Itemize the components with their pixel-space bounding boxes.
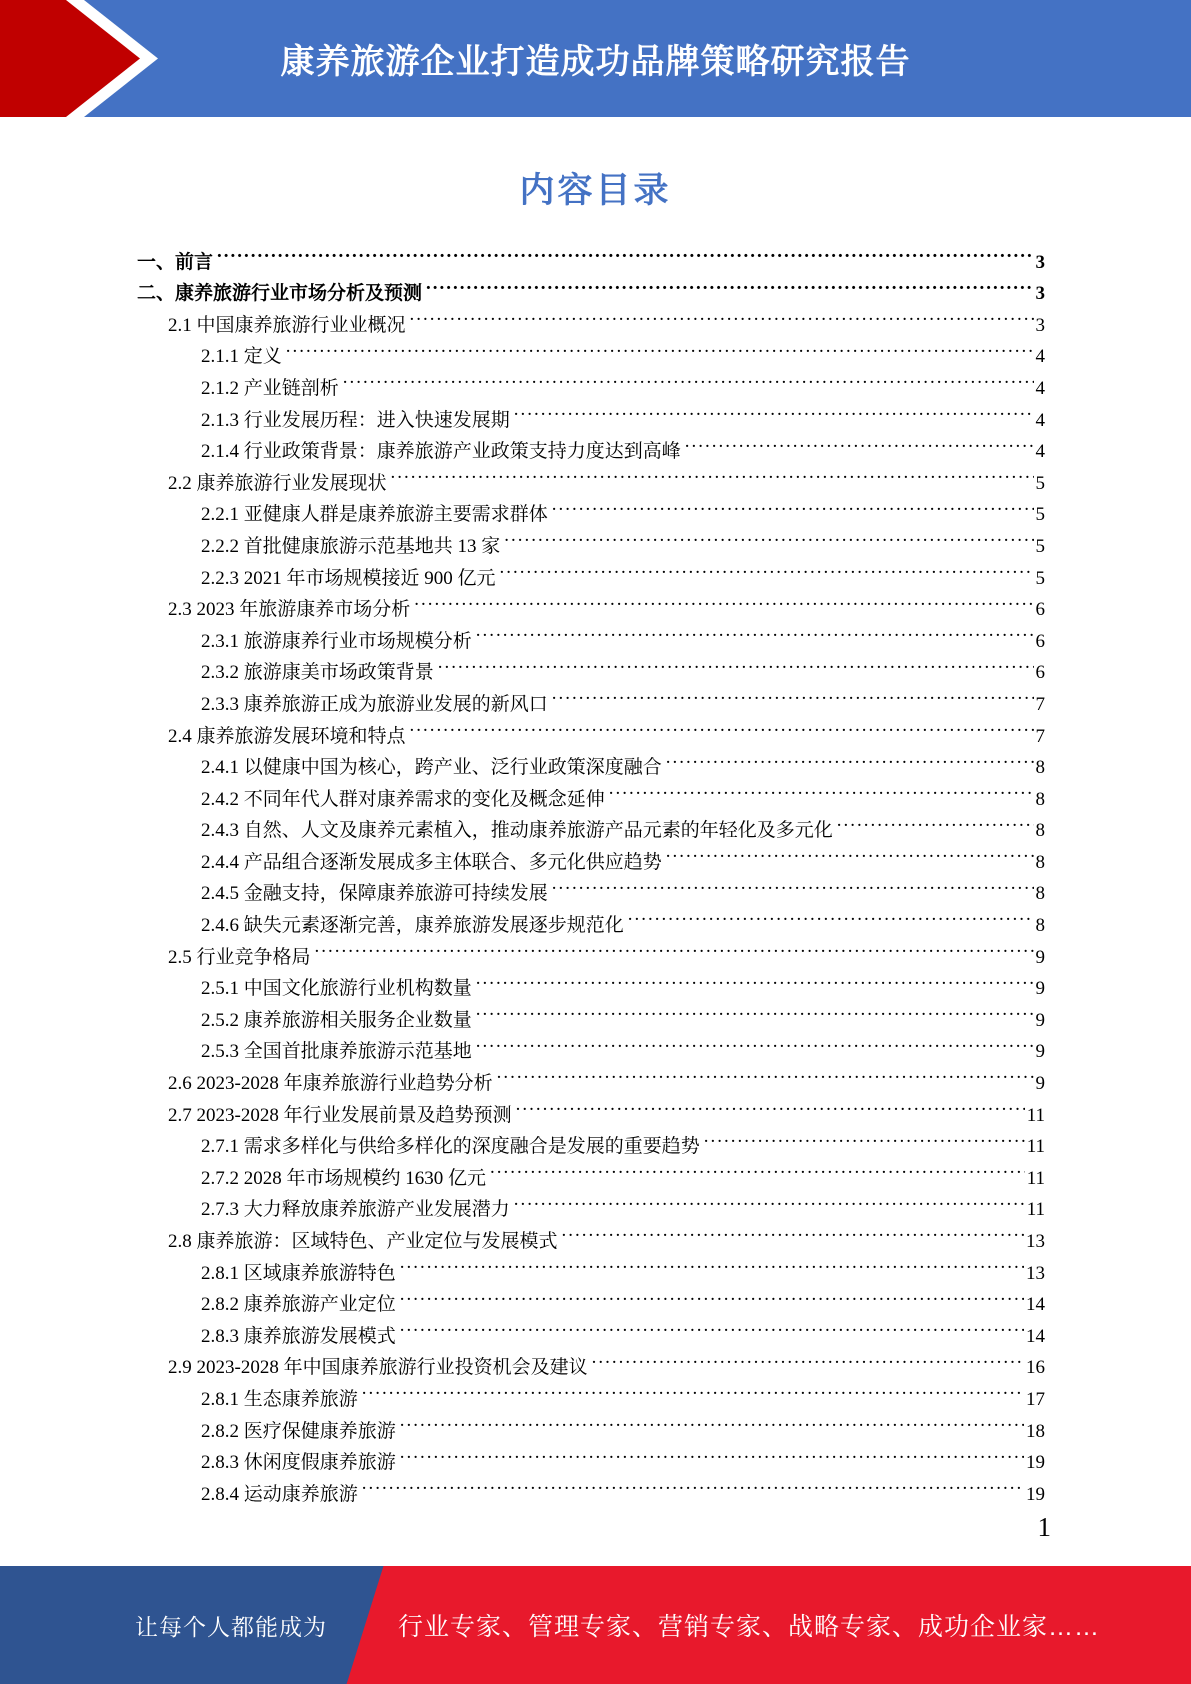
toc-page-number: 18 (1026, 1420, 1045, 1442)
toc-entry-label: 2.5.3 全国首批康养旅游示范基地 (201, 1041, 472, 1063)
toc-dot-leader (837, 805, 1034, 837)
toc-entry-label: 一、前言 (137, 251, 214, 273)
toc-dot-leader (476, 615, 1034, 647)
toc-page-number: 4 (1035, 377, 1045, 399)
toc-entry-label: 2.8.2 康养旅游产业定位 (201, 1294, 396, 1316)
toc-entry-label: 2.7 2023-2028 年行业发展前景及趋势预测 (168, 1104, 512, 1126)
toc-entry-label: 2.2.3 2021 年市场规模接近 900 亿元 (201, 567, 496, 589)
toc-dot-leader (400, 1437, 1024, 1469)
toc-entry-label: 2.8 康养旅游：区域特色、产业定位与发展模式 (168, 1231, 558, 1252)
toc-dot-leader (562, 1215, 1024, 1247)
toc-page-number: 4 (1035, 346, 1045, 368)
toc-page-number: 4 (1035, 409, 1045, 431)
toc-page-number: 7 (1035, 693, 1045, 715)
toc-entry-label: 2.5.1 中国文化旅游行业机构数量 (201, 978, 472, 1000)
toc-page-number: 11 (1026, 1167, 1045, 1189)
toc-entry-label: 2.1.2 产业链剖析 (201, 377, 339, 399)
toc-page-number: 9 (1035, 1009, 1045, 1031)
toc-dot-leader (666, 742, 1034, 774)
toc-page-number: 8 (1035, 757, 1045, 779)
toc-entry-label: 2.5 行业竞争格局 (168, 946, 311, 968)
toc-dot-leader (438, 647, 1034, 679)
header-banner (0, 0, 1191, 117)
toc-entry-label: 2.6 2023-2028 年康养旅游行业趋势分析 (168, 1073, 493, 1095)
toc-page-number: 5 (1035, 535, 1045, 557)
toc-page-number: 7 (1035, 725, 1045, 747)
toc-entry-label: 2.4.6 缺失元素逐渐完善，康养旅游发展逐步规范化 (201, 915, 624, 937)
toc-page-number: 8 (1035, 788, 1045, 810)
toc-entry-label: 2.4.1 以健康中国为核心，跨产业、泛行业政策深度融合 (201, 757, 662, 779)
toc-entry[interactable] (137, 268, 1045, 305)
toc-page-number: 8 (1035, 851, 1045, 873)
toc-entry-label: 2.4.5 金融支持，保障康养旅游可持续发展 (201, 883, 548, 905)
toc-dot-leader (217, 236, 1033, 268)
toc-dot-leader (410, 710, 1034, 742)
toc-page-number: 11 (1026, 1104, 1045, 1126)
toc-entry-label: 2.2 康养旅游行业发展现状 (168, 472, 387, 494)
toc-dot-leader (514, 1184, 1025, 1216)
toc-dot-leader (552, 868, 1034, 900)
toc-dot-leader (609, 773, 1034, 805)
toc-page-number: 3 (1035, 314, 1045, 336)
toc-page-number: 8 (1035, 915, 1045, 937)
toc-heading: 内容目录 (519, 171, 672, 210)
toc-entry-label: 2.4.4 产品组合逐渐发展成多主体联合、多元化供应趋势 (201, 851, 662, 873)
toc-page-number: 9 (1035, 1041, 1045, 1063)
toc-entry-label: 2.2.2 首批健康旅游示范基地共 13 家 (201, 535, 501, 557)
toc-page-number: 5 (1035, 472, 1045, 494)
toc-dot-leader (704, 1121, 1025, 1153)
toc-dot-leader (343, 362, 1034, 394)
toc-page-number: 13 (1026, 1231, 1045, 1252)
toc-dot-leader (516, 1089, 1025, 1121)
toc-entry-label: 2.3.3 康养旅游正成为旅游业发展的新风口 (201, 693, 548, 715)
toc-entry-label: 2.3.2 旅游康美市场政策背景 (201, 662, 434, 684)
toc-entry-label: 2.4 康养旅游发展环境和特点 (168, 725, 406, 747)
toc-page-number: 17 (1026, 1388, 1045, 1410)
toc-entry-label: 2.2.1 亚健康人群是康养旅游主要需求群体 (201, 504, 548, 526)
footer-banner (0, 1566, 1191, 1684)
toc-page-number: 19 (1026, 1452, 1045, 1474)
toc-dot-leader (400, 1247, 1024, 1279)
toc-entry-label: 2.1 中国康养旅游行业业概况 (168, 314, 406, 336)
toc-dot-leader (500, 552, 1034, 584)
toc-page-number: 9 (1035, 1073, 1045, 1095)
folio-page-number: 1 (1037, 1512, 1051, 1542)
toc-entry-label: 2.1.3 行业发展历程：进入快速发展期 (201, 409, 510, 431)
toc-entry-label: 2.8.2 医疗保健康养旅游 (201, 1420, 396, 1442)
toc-entry-label: 2.3.1 旅游康养行业市场规模分析 (201, 630, 472, 652)
toc-dot-leader (476, 963, 1034, 995)
toc-dot-leader (315, 931, 1034, 963)
toc-entry-label: 2.7.2 2028 年市场规模约 1630 亿元 (201, 1167, 487, 1189)
toc-dot-leader (362, 1373, 1024, 1405)
toc-dot-leader (497, 1057, 1034, 1089)
toc-entry-label: 2.3 2023 年旅游康养市场分析 (168, 599, 411, 621)
toc-dot-leader (400, 1405, 1024, 1437)
toc-page-number: 13 (1026, 1262, 1045, 1284)
toc-entry-label: 2.7.1 需求多样化与供给多样化的深度融合是发展的重要趋势 (201, 1136, 700, 1158)
toc-dot-leader (666, 836, 1034, 868)
toc-page-number: 11 (1026, 1199, 1045, 1221)
toc-page-number: 16 (1026, 1357, 1045, 1379)
toc-entry-label: 2.8.4 运动康养旅游 (201, 1483, 358, 1505)
toc-page-number: 5 (1035, 504, 1045, 526)
toc-entry-label: 2.8.3 康养旅游发展模式 (201, 1325, 396, 1347)
toc-page-number: 5 (1035, 567, 1045, 589)
toc-page-number: 19 (1026, 1483, 1045, 1505)
toc-page-number: 9 (1035, 978, 1045, 1000)
toc-dot-leader (685, 426, 1034, 458)
toc-dot-leader (628, 899, 1034, 931)
table-of-contents (137, 236, 1045, 1505)
toc-dot-leader (476, 994, 1034, 1026)
toc-dot-leader (362, 1468, 1024, 1500)
toc-dot-leader (414, 584, 1033, 616)
toc-entry-label: 2.8.1 区域康养旅游特色 (201, 1262, 396, 1284)
toc-dot-leader (514, 394, 1034, 426)
toc-dot-leader (426, 268, 1033, 300)
toc-page-number: 14 (1026, 1325, 1045, 1347)
footer-slogan-right: 行业专家、管理专家、营销专家、战略专家、成功企业家…… (398, 1613, 1101, 1641)
toc-entry-label: 2.1.1 定义 (201, 346, 282, 368)
toc-dot-leader (400, 1310, 1024, 1342)
toc-entry-label: 二、康养旅游行业市场分析及预测 (137, 283, 423, 305)
toc-dot-leader (410, 299, 1034, 331)
toc-page-number: 6 (1035, 630, 1045, 652)
toc-page-number: 3 (1035, 251, 1045, 273)
toc-dot-leader (400, 1279, 1024, 1311)
toc-entry-label: 2.1.4 行业政策背景：康养旅游产业政策支持力度达到高峰 (201, 441, 681, 463)
toc-page-number: 6 (1035, 599, 1045, 621)
toc-entry-label: 2.4.2 不同年代人群对康养需求的变化及概念延伸 (201, 788, 605, 810)
toc-page-number: 11 (1026, 1136, 1045, 1158)
report-title: 康养旅游企业打造成功品牌策略研究报告 (280, 43, 911, 81)
toc-entry-label: 2.8.1 生态康养旅游 (201, 1388, 358, 1410)
toc-entry[interactable] (137, 236, 1045, 273)
toc-page-number: 9 (1035, 946, 1045, 968)
toc-page-number: 8 (1035, 883, 1045, 905)
toc-dot-leader (391, 457, 1034, 489)
toc-page-number: 6 (1035, 662, 1045, 684)
toc-entry-label: 2.7.3 大力释放康养旅游产业发展潜力 (201, 1199, 510, 1221)
toc-page-number: 3 (1035, 283, 1045, 305)
toc-entry-label: 2.4.3 自然、人文及康养元素植入，推动康养旅游产品元素的年轻化及多元化 (201, 820, 833, 842)
toc-dot-leader (490, 1152, 1025, 1184)
toc-page-number: 4 (1035, 441, 1045, 463)
toc-page-number: 14 (1026, 1294, 1045, 1316)
toc-dot-leader (504, 520, 1033, 552)
toc-dot-leader (286, 331, 1034, 363)
toc-dot-leader (592, 1342, 1024, 1374)
toc-dot-leader (552, 678, 1034, 710)
footer-slogan-left: 让每个人都能成为 (135, 1613, 327, 1640)
toc-page-number: 8 (1035, 820, 1045, 842)
toc-dot-leader (476, 1026, 1034, 1058)
toc-dot-leader (552, 489, 1034, 521)
toc-entry-label: 2.5.2 康养旅游相关服务企业数量 (201, 1009, 472, 1031)
toc-entry-label: 2.8.3 休闲度假康养旅游 (201, 1452, 396, 1474)
toc-entry-label: 2.9 2023-2028 年中国康养旅游行业投资机会及建议 (168, 1357, 588, 1379)
